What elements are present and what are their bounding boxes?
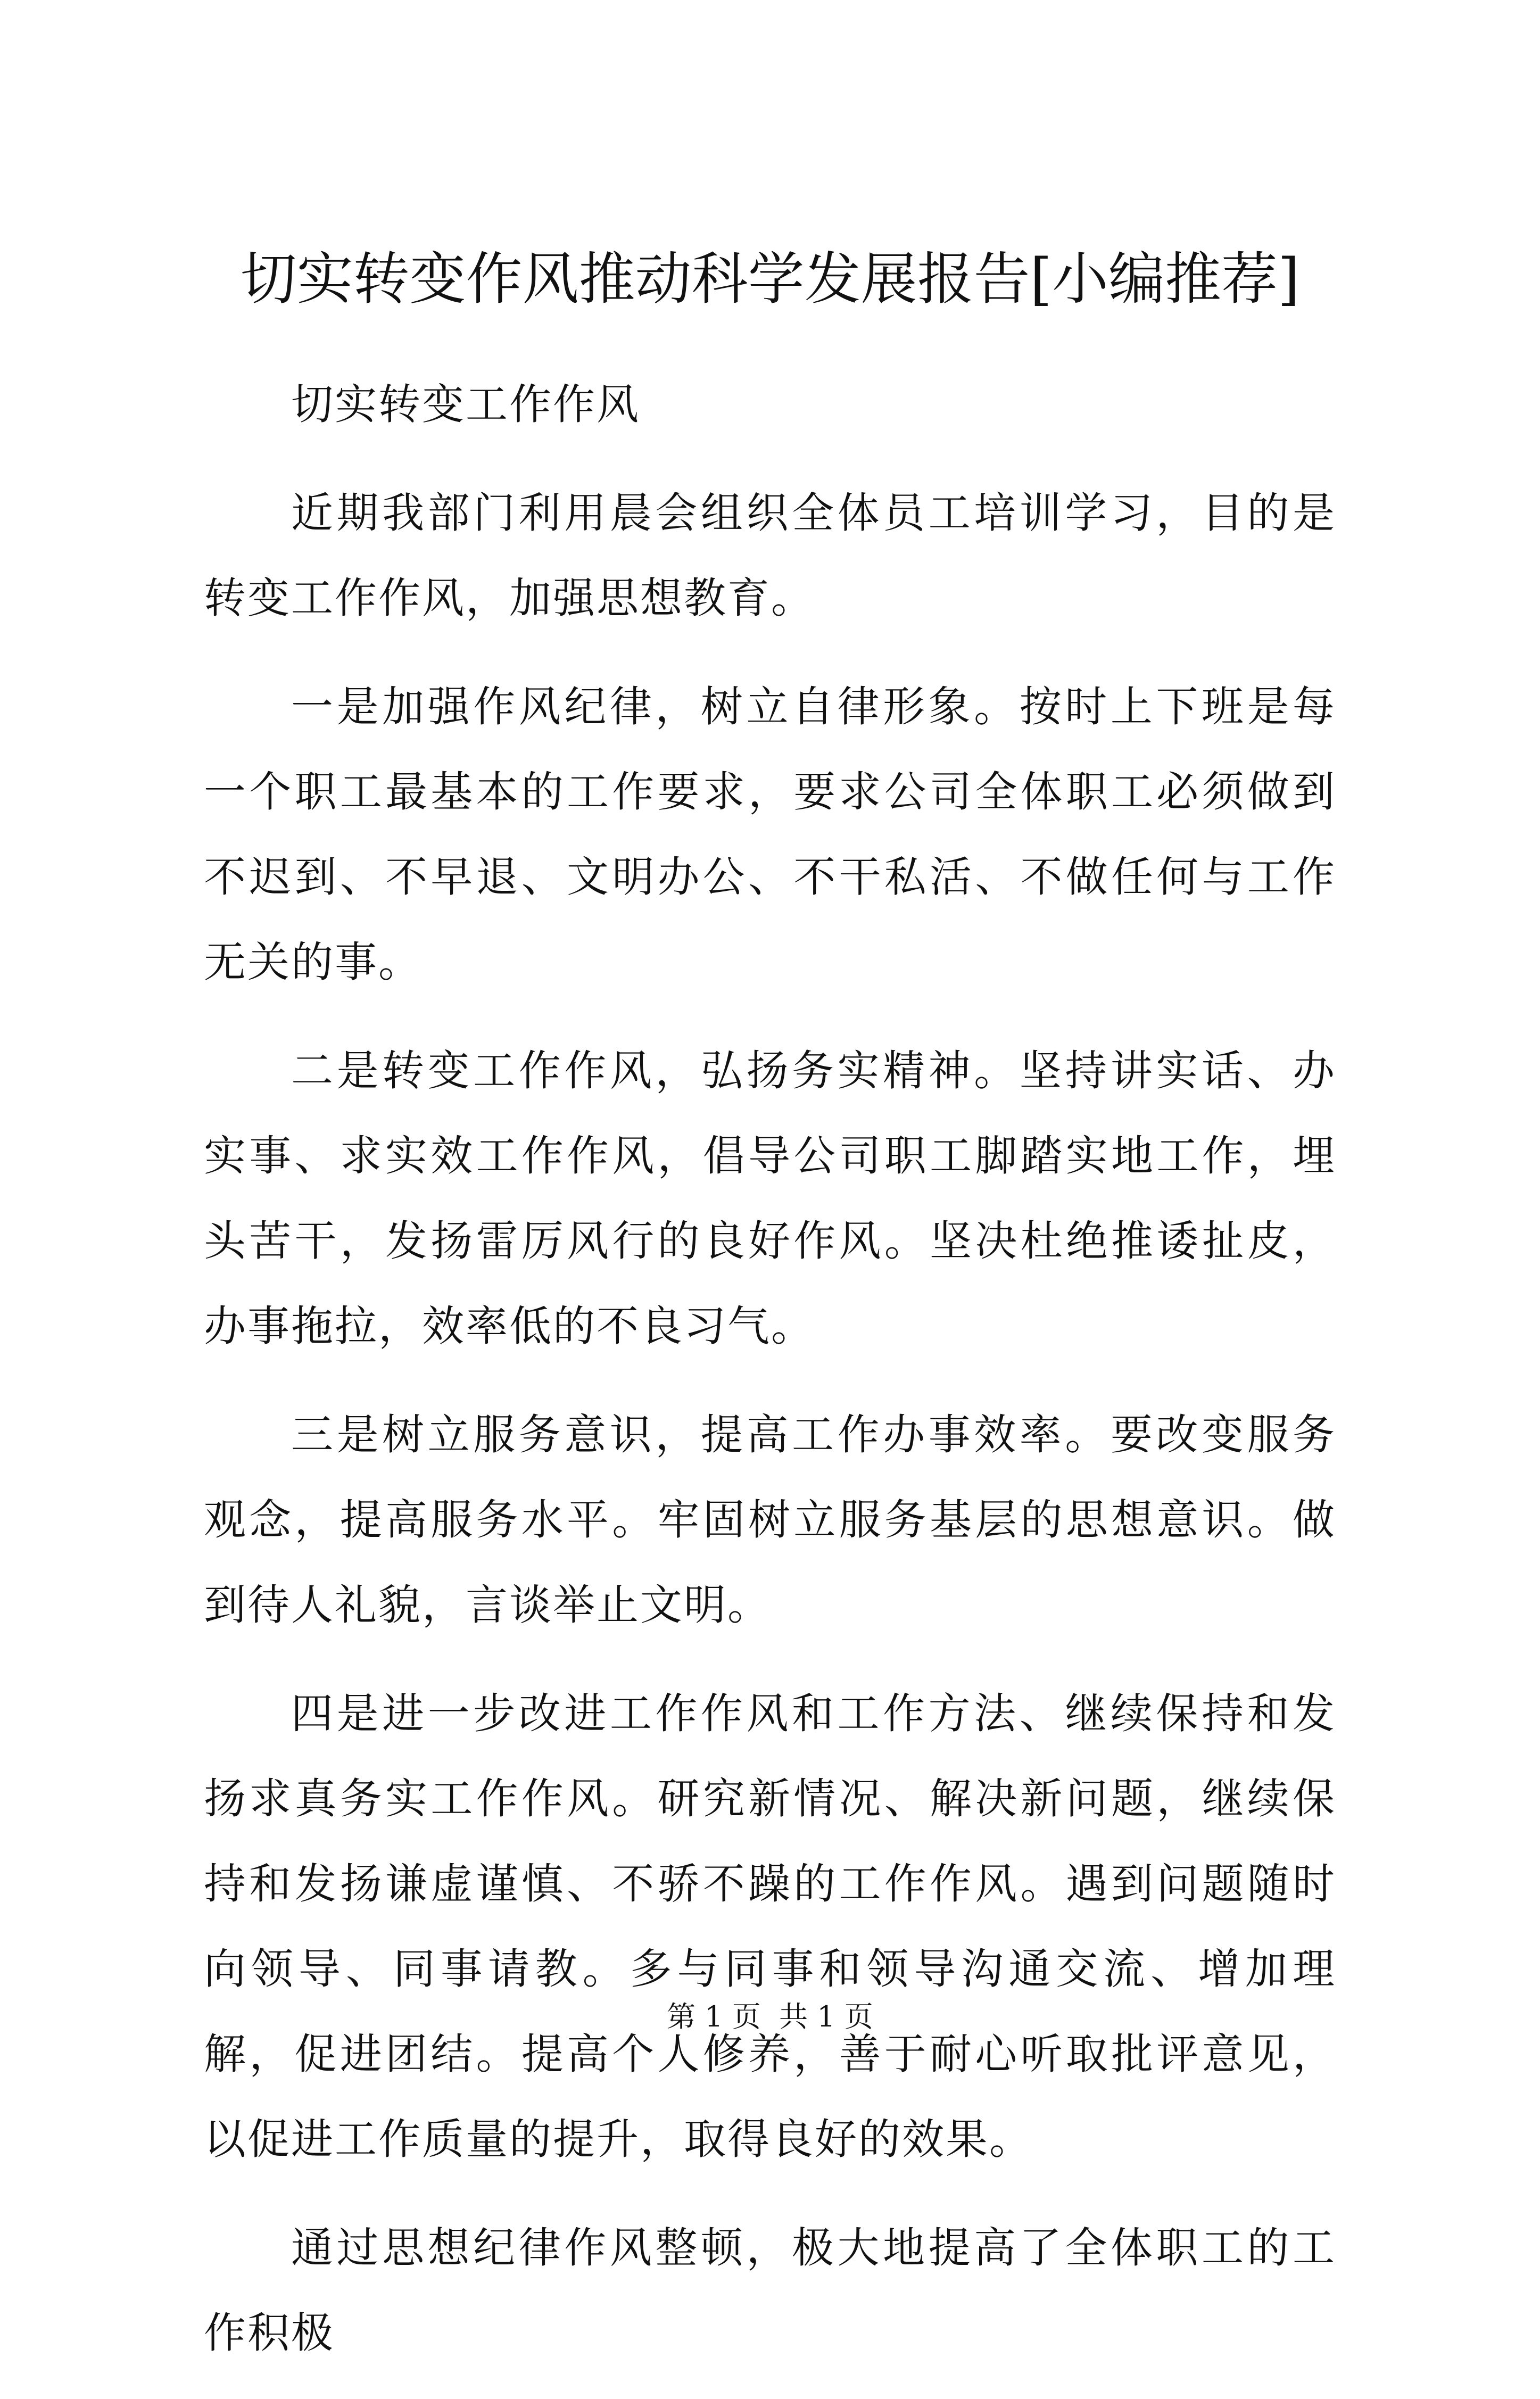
paragraph-conclusion: 通过思想纪律作风整顿，极大地提高了全体职工的工作积极 bbox=[204, 2223, 1336, 2357]
document-body bbox=[204, 362, 1336, 2399]
page-footer bbox=[0, 1998, 1540, 2036]
paragraph-point-3: 三是树立服务意识，提高工作办事效率。要改变服务观念，提高服务水平。牢固树立服务基层的思想意识。做到待人礼貌，言谈举止文明。 bbox=[204, 1410, 1336, 1629]
paragraph-subtitle: 切实转变工作作风 bbox=[291, 380, 640, 429]
paragraph-point-2: 二是转变工作作风，弘扬务实精神。坚持讲实话、办实事、求实效工作作风，倡导公司职工脚踏实地工作，埋头苦干，发扬雷厉风行的良好作风。坚决杜绝推诿扯皮，办事拖拉，效率低的不良习气。 bbox=[204, 1046, 1336, 1351]
paragraph-intro: 近期我部门利用晨会组织全体员工培训学习，目的是转变工作作风，加强思想教育。 bbox=[204, 489, 1336, 623]
page-number-label: 第 1 页 共 1 页 bbox=[667, 2000, 873, 2033]
paragraph-point-4: 四是进一步改进工作作风和工作方法、继续保持和发扬求真务实工作作风。研究新情况、解决新问题，继续保持和发扬谦虚谨慎、不骄不躁的工作作风。遇到问题随时向领导、同事请教。多与同事和领导沟通交流、增加理解，促进团结。提高个人修养，善于耐心听取批评意见，以促进工作质量的提升，取得良好的效果。 bbox=[204, 1689, 1336, 2164]
document-title: 切实转变作风推动科学发展报告[小编推荐] bbox=[240, 246, 1300, 312]
paragraph-point-1: 一是加强作风纪律，树立自律形象。按时上下班是每一个职工最基本的工作要求，要求公司全体职工必须做到不迟到、不早退、文明办公、不干私活、不做任何与工作无关的事。 bbox=[204, 682, 1336, 987]
